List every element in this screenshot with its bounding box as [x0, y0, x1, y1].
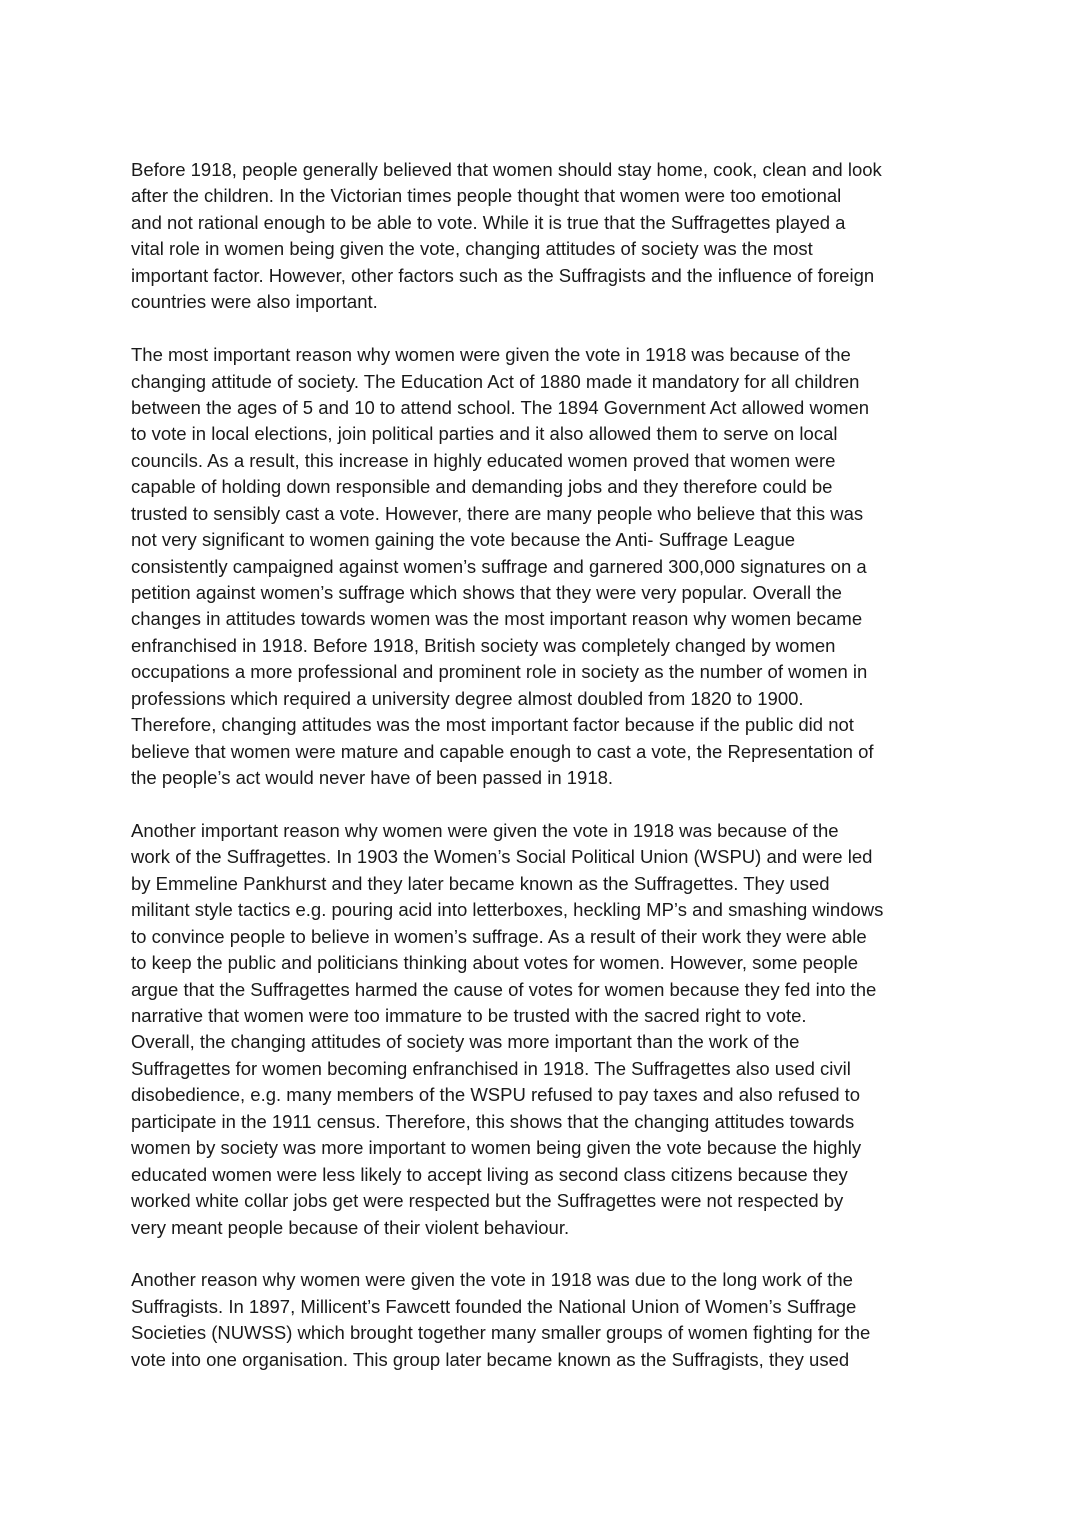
text-line: capable of holding down responsible and demanding jobs and they therefore could be: [131, 476, 833, 498]
text-line: Overall, the changing attitudes of society was more important than the work of the: [131, 1031, 800, 1053]
text-line: vote into one organisation. This group later became known as the Suffragists, they used: [131, 1348, 850, 1370]
text-line: after the children. In the Victorian times people thought that women were too emotional: [131, 185, 842, 207]
text-line: countries were also important.: [131, 291, 378, 313]
text-line: and not rational enough to be able to vote. While it is true that the Suffragettes played a: [131, 211, 846, 233]
text-line: professions which required a university degree almost doubled from 1820 to 1900.: [131, 687, 804, 709]
text-line: the people’s act would never have of been passed in 1918.: [131, 767, 614, 789]
text-line: changing attitude of society. The Education Act of 1880 made it mandatory for all children: [131, 370, 860, 392]
paragraph: [131, 1267, 951, 1373]
text-line: Before 1918, people generally believed that women should stay home, cook, clean and look: [131, 159, 882, 180]
text-line: to keep the public and politicians thinking about votes for women. However, some people: [131, 952, 859, 974]
text-line: trusted to sensibly cast a vote. However, there are many people who believe that this was: [131, 502, 864, 524]
text-line: Suffragettes for women becoming enfranchised in 1918. The Suffragettes also used civil: [131, 1057, 851, 1079]
text-line: disobedience, e.g. many members of the WSPU refused to pay taxes and also refused to: [131, 1084, 861, 1106]
text-line: Societies (NUWSS) which brought together many smaller groups of women fighting for the: [131, 1322, 871, 1344]
text-line: narrative that women were too immature to be trusted with the sacred right to vote.: [131, 1005, 807, 1026]
text-line: by Emmeline Pankhurst and they later became known as the Suffragettes. They used: [131, 872, 830, 894]
text-line: argue that the Suffragettes harmed the cause of votes for women because they fed into the: [131, 978, 877, 1000]
text-line: believe that women were mature and capable enough to cast a vote, the Representation of: [131, 740, 874, 762]
text-line: occupations a more professional and prominent role in society as the number of women in: [131, 661, 868, 683]
paragraph-gap: [131, 316, 951, 342]
text-line: women by society was more important to women being given the vote because the highly: [131, 1137, 862, 1159]
text-line: work of the Suffragettes. In 1903 the Women’s Social Political Union (WSPU) and were led: [131, 846, 873, 868]
text-line: petition against women’s suffrage which shows that they were very popular. Overall the: [131, 582, 842, 603]
text-line: Another reason why women were given the vote in 1918 was due to the long work of the: [131, 1269, 853, 1291]
text-line: Suffragists. In 1897, Millicent’s Fawcett founded the National Union of Women’s Suffrage: [131, 1295, 857, 1317]
text-line: educated women were less likely to accept living as second class citizens because they: [131, 1163, 848, 1185]
text-line: consistently campaigned against women’s suffrage and garnered 300,000 signatures on a: [131, 555, 867, 577]
text-line: vital role in women being given the vote, changing attitudes of society was the most: [131, 238, 813, 260]
text-line: enfranchised in 1918. Before 1918, British society was completely changed by women: [131, 634, 836, 656]
text-line: to vote in local elections, join political parties and it also allowed them to serve on local: [131, 423, 838, 445]
paragraph-gap: [131, 792, 951, 818]
paragraph: [131, 157, 951, 316]
text-line: Therefore, changing attitudes was the most important factor because if the public did not: [131, 714, 854, 736]
essay-body: [131, 157, 951, 1373]
text-line: councils. As a result, this increase in highly educated women proved that women were: [131, 449, 836, 471]
text-line: Another important reason why women were given the vote in 1918 was because of the: [131, 819, 839, 841]
text-line: participate in the 1911 census. Therefore, this shows that the changing attitudes towards: [131, 1110, 855, 1132]
paragraph: [131, 818, 951, 1241]
text-line: important factor. However, other factors such as the Suffragists and the influence of foreign: [131, 264, 875, 286]
text-line: very meant people because of their violent behaviour.: [131, 1216, 570, 1238]
text-line: changes in attitudes towards women was the most important reason why women became: [131, 608, 863, 630]
text-line: worked white collar jobs get were respected but the Suffragettes were not respected by: [131, 1190, 844, 1212]
text-line: The most important reason why women were given the vote in 1918 was because of the: [131, 344, 851, 366]
text-line: to convince people to believe in women’s suffrage. As a result of their work they were able: [131, 925, 867, 947]
paragraph: [131, 342, 951, 791]
text-line: between the ages of 5 and 10 to attend school. The 1894 Government Act allowed women: [131, 396, 870, 418]
text-line: militant style tactics e.g. pouring acid into letterboxes, heckling MP’s and smashing windows: [131, 899, 884, 921]
paragraph-gap: [131, 1241, 951, 1267]
text-line: not very significant to women gaining the vote because the Anti- Suffrage League: [131, 529, 796, 551]
